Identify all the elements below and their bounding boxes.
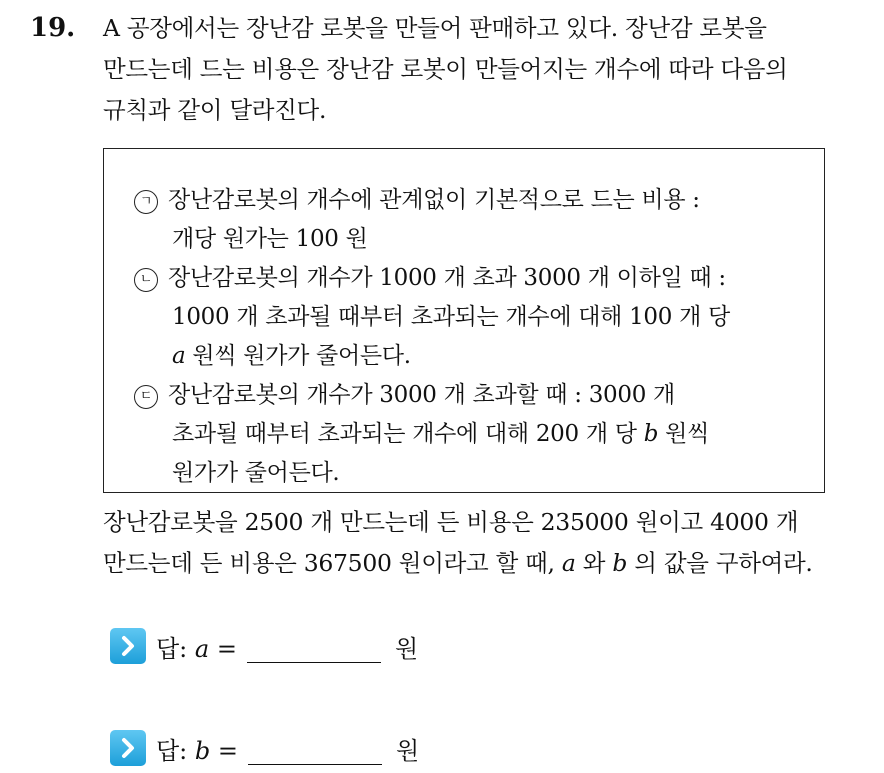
question-stem bbox=[103, 8, 863, 131]
rule-text: 장난감로봇의 개수가 3000 개 초과할 때 : 3000 개 bbox=[168, 382, 675, 408]
stem-line: 규칙과 같이 달라진다. bbox=[103, 96, 327, 124]
variable-a: a bbox=[561, 549, 576, 577]
chevron-right-icon bbox=[110, 628, 146, 664]
circled-giyeok-marker: ㄱ bbox=[134, 190, 158, 214]
rule-text: 장난감로봇의 개수에 관계없이 기본적으로 드는 비용 : bbox=[168, 187, 700, 213]
rule-text: 원씩 원가가 줄어든다. bbox=[185, 343, 411, 369]
rule-text: 장난감로봇의 개수가 1000 개 초과 3000 개 이하일 때 : bbox=[168, 265, 726, 291]
variable-b: b bbox=[612, 549, 628, 577]
variable-b: b bbox=[194, 736, 211, 765]
variable-b: b bbox=[643, 421, 659, 447]
stem-line: 만드는데 드는 비용은 장난감 로봇이 만들어지는 개수에 따라 다음의 bbox=[103, 55, 788, 83]
rule-2 bbox=[134, 259, 814, 376]
condition-line: 만드는데 든 비용은 367500 원이라고 할 때, a 와 b 의 값을 구하여라. bbox=[103, 549, 813, 577]
variable-a: a bbox=[194, 634, 210, 663]
question-condition bbox=[103, 502, 863, 584]
rule-text: 초과될 때부터 초과되는 개수에 대해 200 개 당 bbox=[172, 421, 644, 447]
answer-unit: 원 bbox=[396, 736, 420, 765]
answer-blank-b[interactable] bbox=[248, 732, 382, 765]
rule-text: 개당 원가는 100 원 bbox=[172, 226, 368, 252]
rule-1 bbox=[134, 181, 814, 259]
rules-box bbox=[103, 148, 825, 493]
circled-nieun-marker: ㄴ bbox=[134, 268, 158, 292]
chevron-right-icon bbox=[110, 730, 146, 766]
answer-label: 답: b = bbox=[156, 736, 239, 765]
condition-line: 장난감로봇을 2500 개 만드는데 든 비용은 235000 원이고 4000 개 bbox=[103, 508, 799, 536]
rule-text: 원씩 bbox=[658, 421, 709, 447]
rule-text: 원가가 줄어든다. bbox=[172, 460, 340, 486]
answer-unit: 원 bbox=[394, 634, 419, 663]
stem-line: A 공장에서는 장난감 로봇을 만들어 판매하고 있다. 장난감 로봇을 bbox=[103, 14, 767, 42]
circled-digeut-marker: ㄷ bbox=[134, 385, 158, 409]
rule-text: 1000 개 초과될 때부터 초과되는 개수에 대해 100 개 당 bbox=[172, 304, 730, 330]
answer-blank-a[interactable] bbox=[247, 630, 381, 663]
variable-a: a bbox=[172, 343, 186, 369]
question-number: 19. bbox=[30, 13, 76, 43]
answer-label: 답: a = bbox=[156, 634, 237, 663]
answer-row-a bbox=[110, 624, 418, 668]
rule-3 bbox=[134, 376, 814, 493]
answer-row-b bbox=[110, 726, 419, 770]
